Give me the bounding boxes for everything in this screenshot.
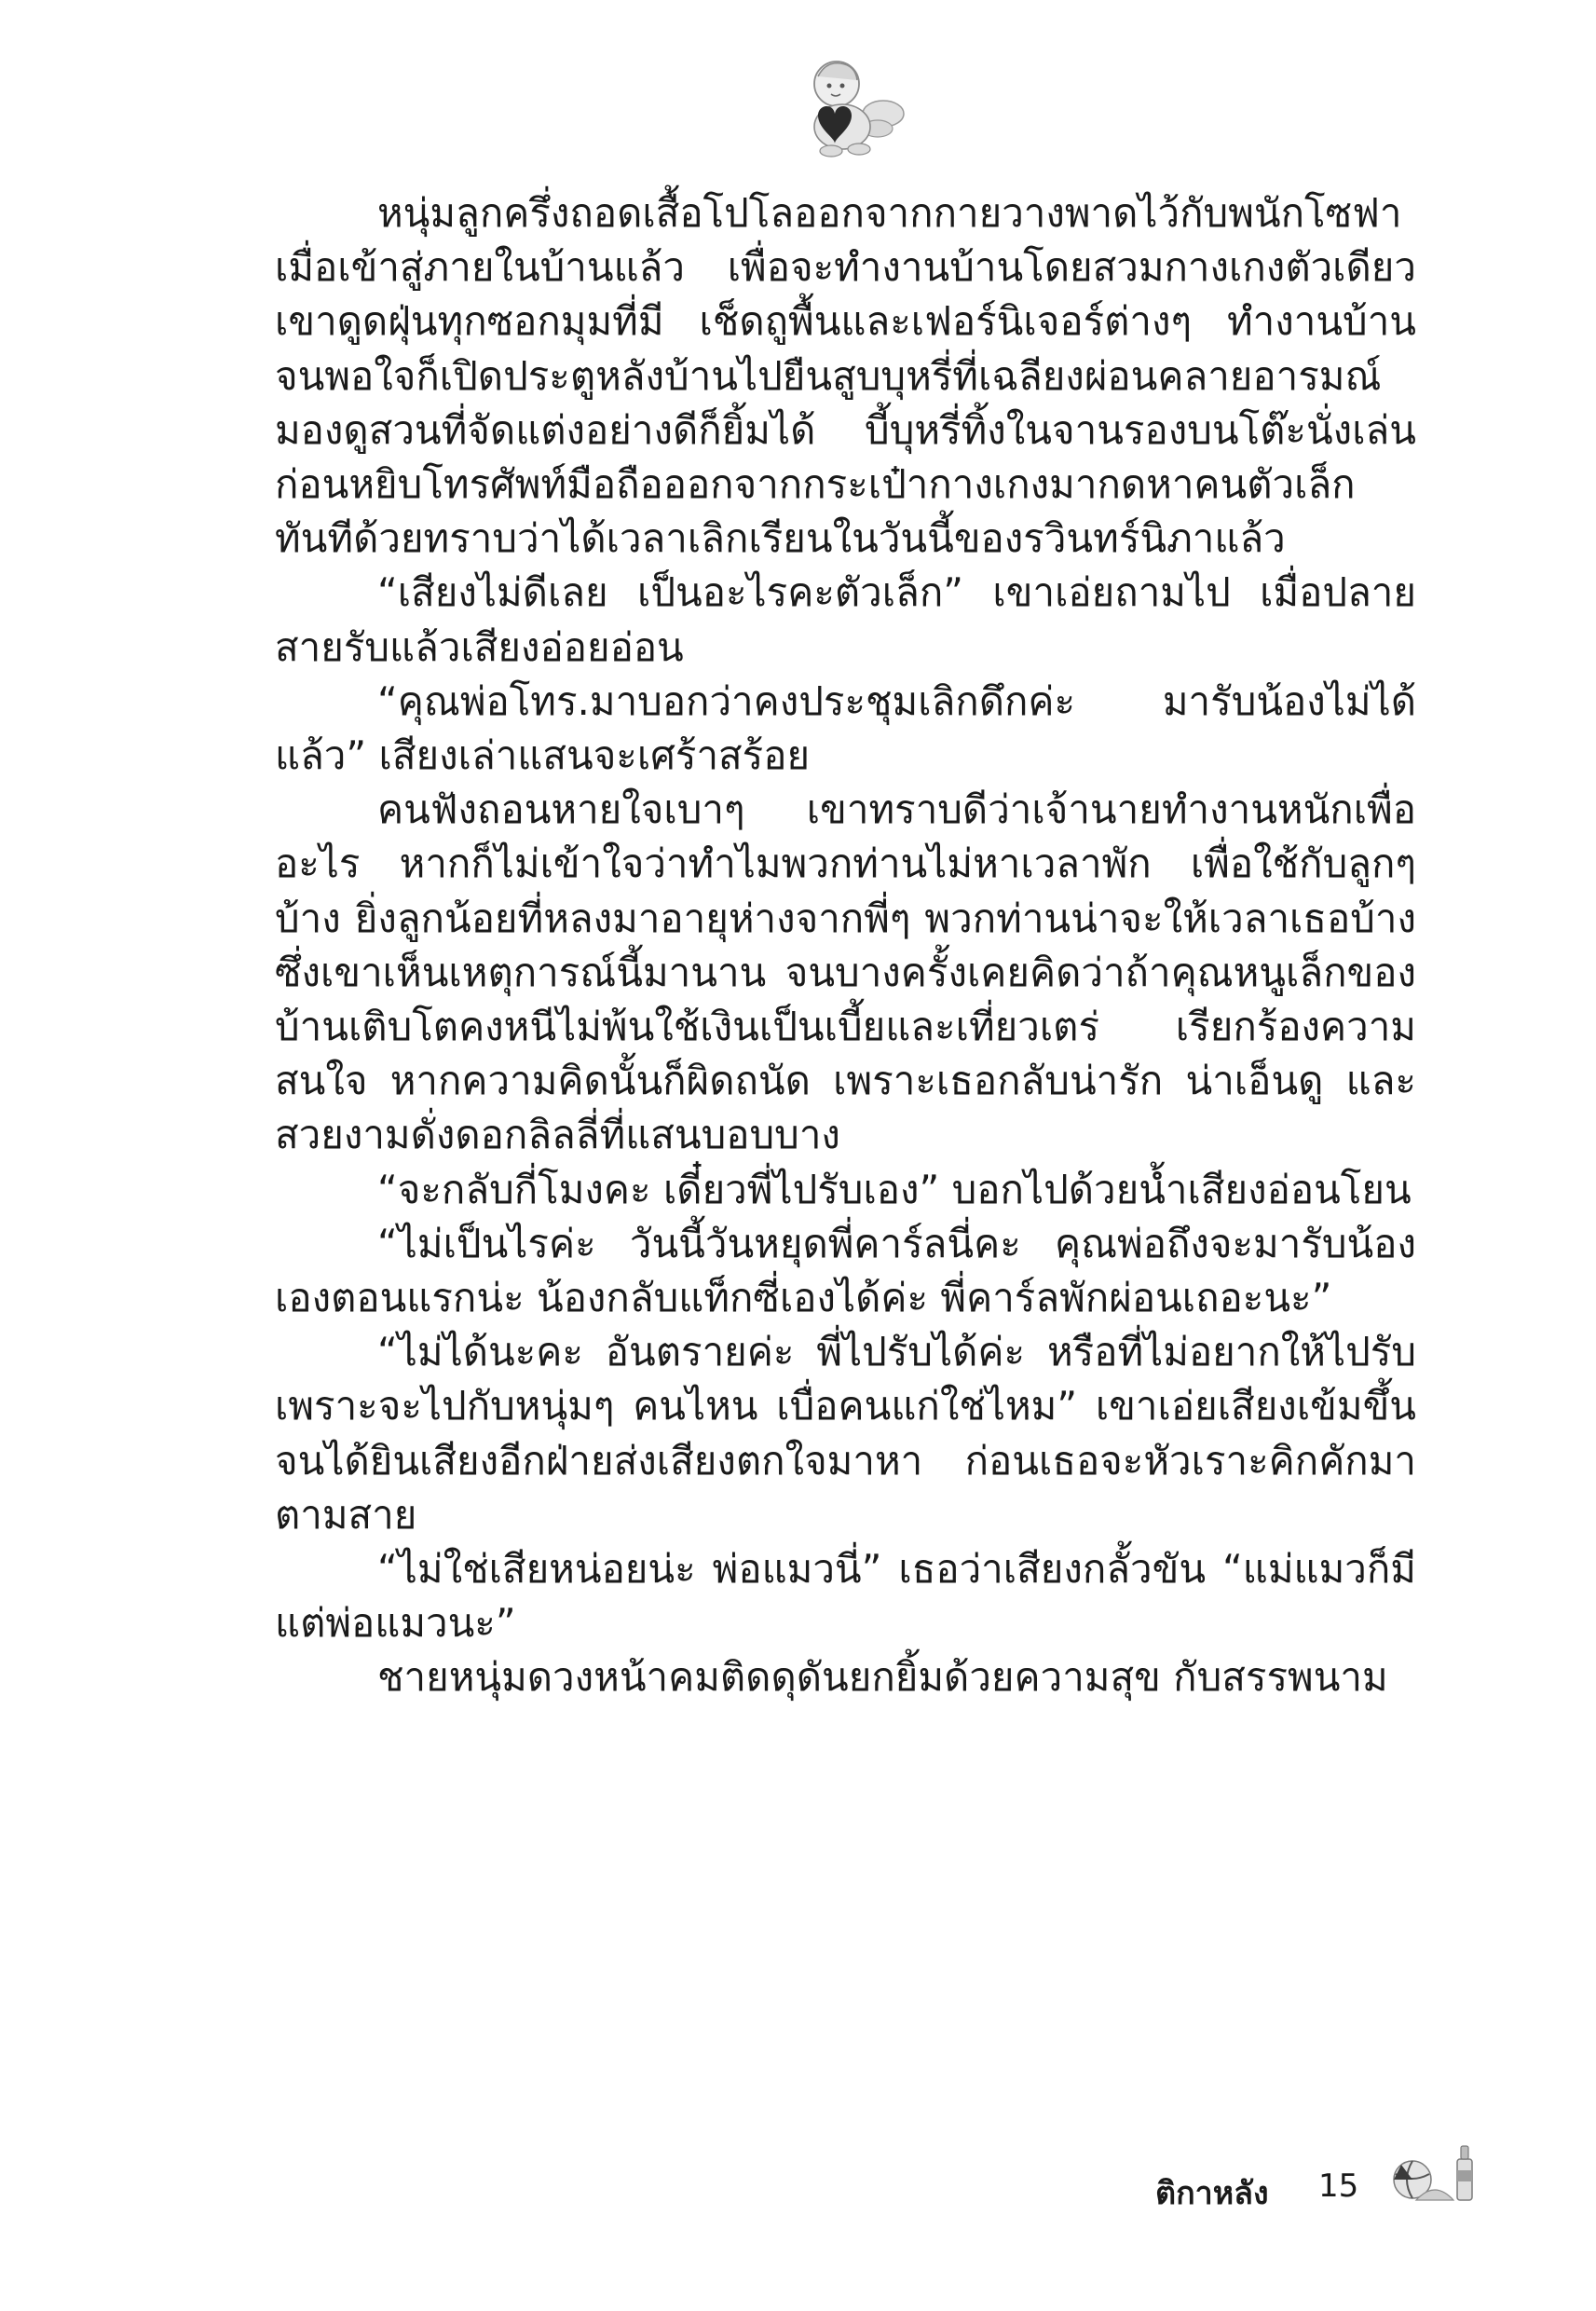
page-number: 15 <box>1318 2167 1359 2205</box>
paragraph: คนฟังถอนหายใจเบาๆ เขาทราบดีว่าเจ้านายทำงานหนักเพื่ออะไร หากก็ไม่เข้าใจว่าทำไมพวกท่านไม่หาเวลาพัก เพื่อใช้กับลูกๆ บ้าง ยิ่งลูกน้อยที่หลงมาอายุห่างจากพี่ๆ พวกท่านน่าจะให้เวลาเธอบ้าง ซึ่งเขาเห็นเหตุการณ์นี้มานาน จนบางครั้งเคยคิดว่าถ้าคุณหนูเล็กของบ้านเติบโตคงหนีไม่พ้นใช้เงินเป็นเบี้ยและเที่ยวเตร่ เรียกร้องความสนใจ หากความคิดนั้นก็ผิดถนัด เพราะเธอกลับน่ารัก น่าเอ็นดู และสวยงามดั่งดอกลิลลี่ที่แสนบอบบาง <box>275 786 1416 1158</box>
paragraph: “ไม่ได้นะคะ อันตรายค่ะ พี่ไปรับได้ค่ะ หรือที่ไม่อยากให้ไปรับเพราะจะไปกับหนุ่มๆ คนไหน เบื่อคนแก่ใช่ไหม” เขาเอ่ยเสียงเข้มขึ้น จนได้ยินเสียงอีกฝ่ายส่งเสียงตกใจมาหา ก่อนเธอจะหัวเราะคิกคักมาตามสาย <box>275 1329 1416 1538</box>
paragraph: “ไม่ใช่เสียหน่อยน่ะ พ่อแมวนี่” เธอว่าเสียงกลั้วขัน “แม่แมวก็มีแต่พ่อแมวนะ” <box>275 1546 1416 1647</box>
body-text <box>275 186 1416 1705</box>
beach-objects-icon <box>1388 2139 1481 2204</box>
paragraph: “เสียงไม่ดีเลย เป็นอะไรคะตัวเล็ก” เขาเอ่ยถามไป เมื่อปลายสายรับแล้วเสียงอ่อยอ่อน <box>275 569 1416 670</box>
page-footer <box>1155 2162 1528 2212</box>
paragraph: ชายหนุ่มดวงหน้าคมติดดุดันยกยิ้มด้วยความสุข กับสรรพนาม <box>377 1654 1388 1701</box>
paragraph: หนุ่มลูกครึ่งถอดเสื้อโปโลออกจากกายวางพาดไว้กับพนักโซฟาเมื่อเข้าสู่ภายในบ้านแล้ว เพื่อจะทำงานบ้านโดยสวมกางเกงตัวเดียว เขาดูดฝุ่นทุกซอกมุมที่มี เช็ดถูพื้นและเฟอร์นิเจอร์ต่างๆ ทำงานบ้านจนพอใจก็เปิดประตูหลังบ้านไปยืนสูบบุหรี่ที่เฉลียงผ่อนคลายอารมณ์มองดูสวนที่จัดแต่งอย่างดีก็ยิ้มได้ บี้บุหรี่ทิ้งในจานรองบนโต๊ะนั่งเล่นก่อนหยิบโทรศัพท์มือถือออกจากกระเป๋ากางเกงมากดหาคนตัวเล็กทันทีด้วยทราบว่าได้เวลาเลิกเรียนในวันนี้ของรวินทร์นิภาแล้ว <box>275 190 1416 562</box>
paragraph: “จะกลับกี่โมงคะ เดี๋ยวพี่ไปรับเอง” บอกไปด้วยน้ำเสียงอ่อนโยน <box>377 1166 1412 1212</box>
paragraph: “คุณพ่อโทร.มาบอกว่าคงประชุมเลิกดึกค่ะ มารับน้องไม่ได้แล้ว” เสียงเล่าแสนจะเศร้าสร้อย <box>275 677 1416 779</box>
running-title: ติกาหลัง <box>1155 2175 1269 2212</box>
cherub-with-heart-icon <box>773 56 913 163</box>
paragraph: “ไม่เป็นไรค่ะ วันนี้วันหยุดพี่คาร์ลนี่คะ คุณพ่อถึงจะมารับน้องเองตอนแรกน่ะ น้องกลับแท็กซี่เองได้ค่ะ พี่คาร์ลพักผ่อนเถอะนะ” <box>275 1220 1416 1321</box>
